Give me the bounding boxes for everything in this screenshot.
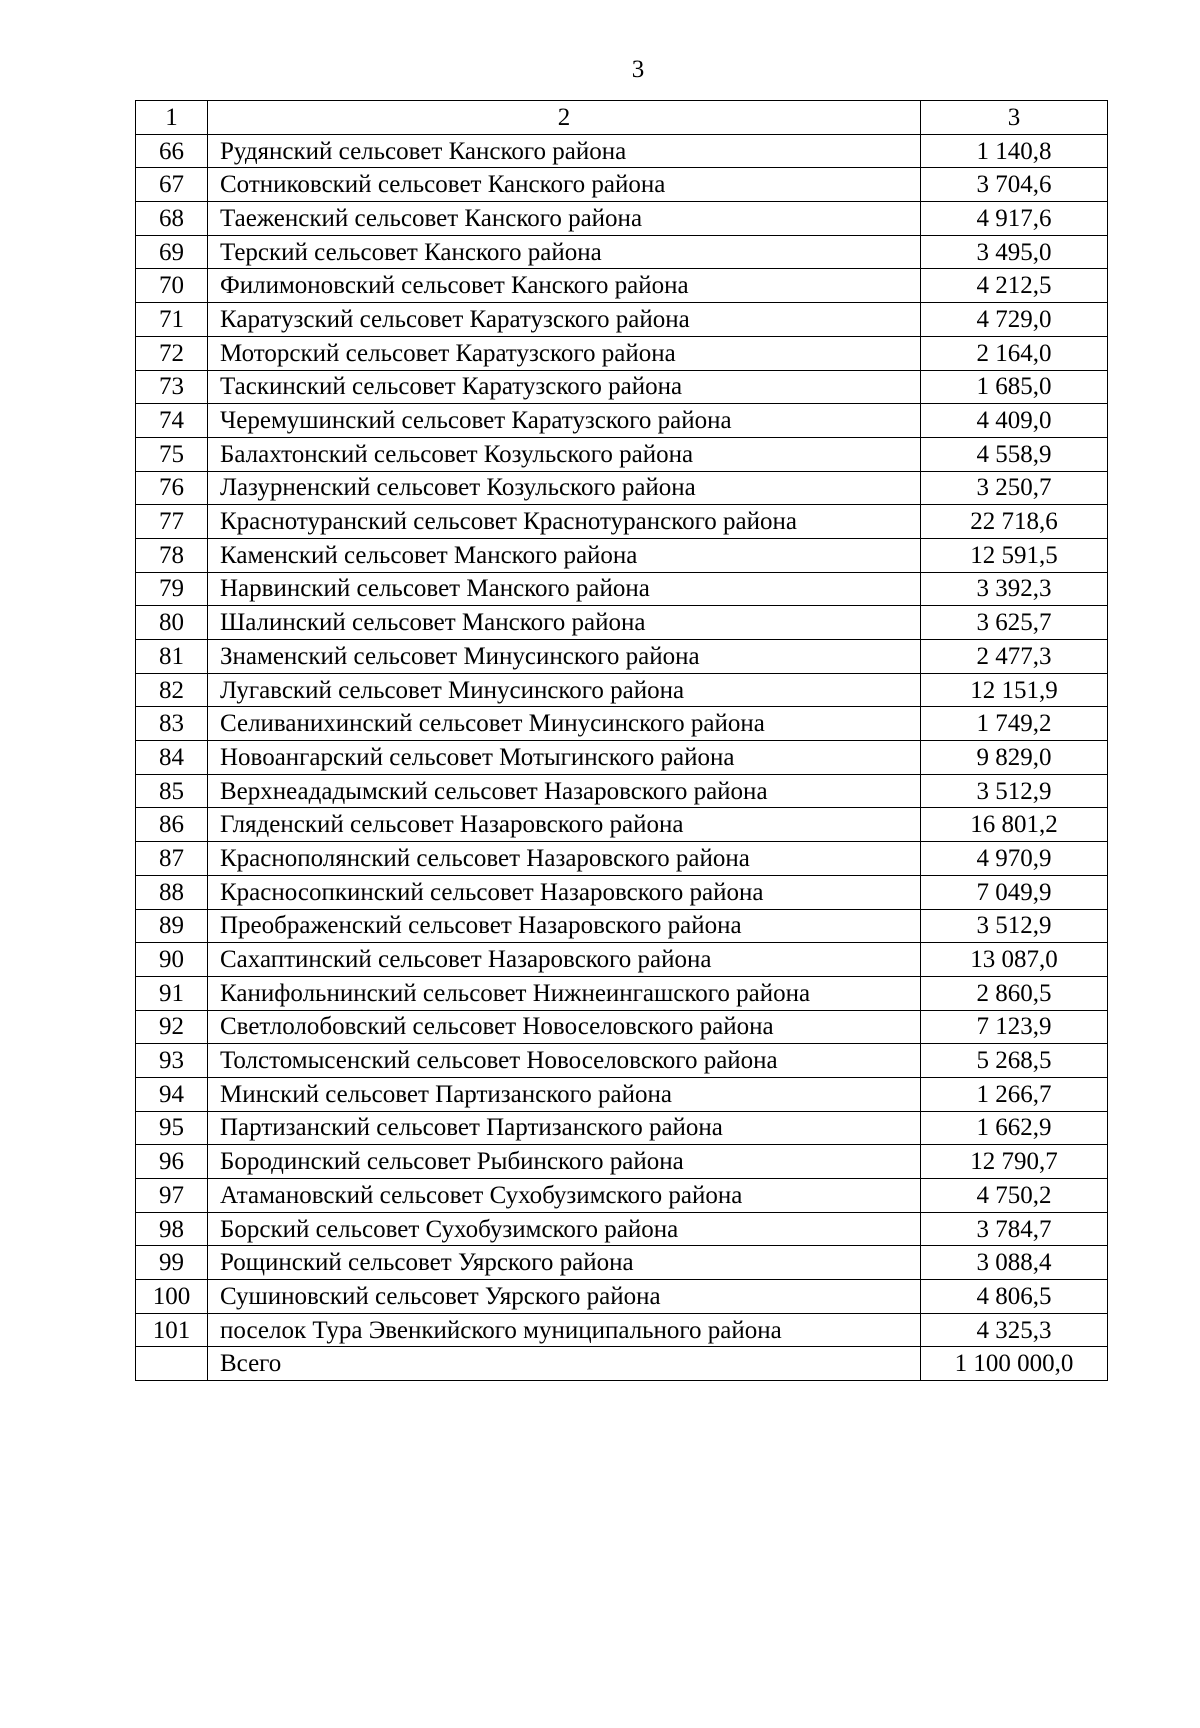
- row-value-cell: 4 409,0: [921, 404, 1108, 438]
- row-number-cell: 76: [136, 471, 208, 505]
- row-value-cell: 1 662,9: [921, 1111, 1108, 1145]
- row-name-cell: Лазурненский сельсовет Козульского района: [208, 471, 921, 505]
- row-number-cell: [136, 1347, 208, 1381]
- row-name-cell: Терский сельсовет Канского района: [208, 235, 921, 269]
- row-number-cell: 99: [136, 1246, 208, 1280]
- row-value-cell: 3 512,9: [921, 774, 1108, 808]
- row-number-cell: 66: [136, 134, 208, 168]
- row-name-cell: Светлолобовский сельсовет Новоселовского района: [208, 1010, 921, 1044]
- row-value-cell: 4 558,9: [921, 437, 1108, 471]
- row-name-cell: Краснотуранский сельсовет Краснотуранского района: [208, 505, 921, 539]
- row-number-cell: 78: [136, 538, 208, 572]
- table-row: [136, 1246, 1108, 1280]
- row-value-cell: 1 100 000,0: [921, 1347, 1108, 1381]
- table-row: [136, 471, 1108, 505]
- row-value-cell: 4 729,0: [921, 303, 1108, 337]
- row-value-cell: 5 268,5: [921, 1044, 1108, 1078]
- row-value-cell: 4 325,3: [921, 1313, 1108, 1347]
- row-name-cell: Красносопкинский сельсовет Назаровского района: [208, 875, 921, 909]
- row-value-cell: 7 123,9: [921, 1010, 1108, 1044]
- column-header-2: 2: [208, 101, 921, 135]
- table-row: [136, 842, 1108, 876]
- row-name-cell: поселок Тура Эвенкийского муниципального района: [208, 1313, 921, 1347]
- table-row: [136, 1145, 1108, 1179]
- column-header-1: 1: [136, 101, 208, 135]
- table-row: [136, 875, 1108, 909]
- row-name-cell: Толстомысенский сельсовет Новоселовского района: [208, 1044, 921, 1078]
- table-row: [136, 1179, 1108, 1213]
- row-name-cell: Шалинский сельсовет Манского района: [208, 606, 921, 640]
- row-value-cell: 3 784,7: [921, 1212, 1108, 1246]
- row-value-cell: 2 477,3: [921, 640, 1108, 674]
- row-number-cell: 77: [136, 505, 208, 539]
- row-value-cell: 9 829,0: [921, 741, 1108, 775]
- row-number-cell: 91: [136, 976, 208, 1010]
- row-number-cell: 88: [136, 875, 208, 909]
- row-number-cell: 67: [136, 168, 208, 202]
- row-number-cell: 72: [136, 336, 208, 370]
- table-row: [136, 1313, 1108, 1347]
- row-value-cell: 3 512,9: [921, 909, 1108, 943]
- table-row: [136, 909, 1108, 943]
- row-number-cell: 85: [136, 774, 208, 808]
- table-row: [136, 235, 1108, 269]
- row-name-cell: Каменский сельсовет Манского района: [208, 538, 921, 572]
- row-value-cell: 1 140,8: [921, 134, 1108, 168]
- row-name-cell: Таеженский сельсовет Канского района: [208, 202, 921, 236]
- row-name-cell: Каратузский сельсовет Каратузского района: [208, 303, 921, 337]
- row-value-cell: 22 718,6: [921, 505, 1108, 539]
- row-number-cell: 81: [136, 640, 208, 674]
- row-number-cell: 92: [136, 1010, 208, 1044]
- row-number-cell: 80: [136, 606, 208, 640]
- table-row: [136, 303, 1108, 337]
- table-row: [136, 1044, 1108, 1078]
- row-number-cell: 96: [136, 1145, 208, 1179]
- table-row: [136, 1111, 1108, 1145]
- row-value-cell: 1 266,7: [921, 1077, 1108, 1111]
- row-number-cell: 69: [136, 235, 208, 269]
- table-row: [136, 943, 1108, 977]
- table-row: [136, 1280, 1108, 1314]
- row-value-cell: 2 860,5: [921, 976, 1108, 1010]
- row-name-cell: Минский сельсовет Партизанского района: [208, 1077, 921, 1111]
- table-row: [136, 572, 1108, 606]
- row-name-cell: Черемушинский сельсовет Каратузского района: [208, 404, 921, 438]
- row-number-cell: 95: [136, 1111, 208, 1145]
- row-value-cell: 13 087,0: [921, 943, 1108, 977]
- table-row: [136, 774, 1108, 808]
- row-number-cell: 75: [136, 437, 208, 471]
- column-number-row: [136, 101, 1108, 135]
- row-name-cell: Канифольнинский сельсовет Нижнеингашского района: [208, 976, 921, 1010]
- table-row: [136, 1212, 1108, 1246]
- row-value-cell: 4 212,5: [921, 269, 1108, 303]
- row-number-cell: 83: [136, 707, 208, 741]
- row-name-cell: Рощинский сельсовет Уярского района: [208, 1246, 921, 1280]
- row-name-cell: Балахтонский сельсовет Козульского района: [208, 437, 921, 471]
- row-value-cell: 16 801,2: [921, 808, 1108, 842]
- row-name-cell: Атамановский сельсовет Сухобузимского района: [208, 1179, 921, 1213]
- row-number-cell: 73: [136, 370, 208, 404]
- row-value-cell: 3 625,7: [921, 606, 1108, 640]
- table-row: [136, 404, 1108, 438]
- row-value-cell: 12 151,9: [921, 673, 1108, 707]
- row-name-cell: Бородинский сельсовет Рыбинского района: [208, 1145, 921, 1179]
- row-value-cell: 3 392,3: [921, 572, 1108, 606]
- row-number-cell: 101: [136, 1313, 208, 1347]
- row-value-cell: 12 591,5: [921, 538, 1108, 572]
- row-name-cell: Таскинский сельсовет Каратузского района: [208, 370, 921, 404]
- table-row: [136, 1010, 1108, 1044]
- table-row: [136, 269, 1108, 303]
- row-name-cell: Новоангарский сельсовет Мотыгинского района: [208, 741, 921, 775]
- row-number-cell: 90: [136, 943, 208, 977]
- table-row: [136, 808, 1108, 842]
- row-name-cell: Гляденский сельсовет Назаровского района: [208, 808, 921, 842]
- table-row: [136, 168, 1108, 202]
- column-header-3: 3: [921, 101, 1108, 135]
- row-name-cell: Моторский сельсовет Каратузского района: [208, 336, 921, 370]
- row-number-cell: 87: [136, 842, 208, 876]
- row-name-cell: Рудянский сельсовет Канского района: [208, 134, 921, 168]
- row-number-cell: 79: [136, 572, 208, 606]
- row-value-cell: 3 250,7: [921, 471, 1108, 505]
- table-row: [136, 202, 1108, 236]
- row-name-cell: Краснополянский сельсовет Назаровского района: [208, 842, 921, 876]
- row-number-cell: 89: [136, 909, 208, 943]
- row-number-cell: 70: [136, 269, 208, 303]
- table-row: [136, 976, 1108, 1010]
- table-row: [136, 538, 1108, 572]
- table-row: [136, 640, 1108, 674]
- total-row: [136, 1347, 1108, 1381]
- row-value-cell: 7 049,9: [921, 875, 1108, 909]
- row-name-cell: Сотниковский сельсовет Канского района: [208, 168, 921, 202]
- table-row: [136, 707, 1108, 741]
- row-name-cell: Преображенский сельсовет Назаровского района: [208, 909, 921, 943]
- row-name-cell: Сушиновский сельсовет Уярского района: [208, 1280, 921, 1314]
- row-number-cell: 100: [136, 1280, 208, 1314]
- table-row: [136, 336, 1108, 370]
- row-value-cell: 1 685,0: [921, 370, 1108, 404]
- row-value-cell: 4 750,2: [921, 1179, 1108, 1213]
- table-row: [136, 437, 1108, 471]
- row-number-cell: 86: [136, 808, 208, 842]
- row-number-cell: 74: [136, 404, 208, 438]
- row-name-cell: Всего: [208, 1347, 921, 1381]
- row-name-cell: Верхнеададымский сельсовет Назаровского района: [208, 774, 921, 808]
- table-row: [136, 741, 1108, 775]
- row-name-cell: Филимоновский сельсовет Канского района: [208, 269, 921, 303]
- row-name-cell: Лугавский сельсовет Минусинского района: [208, 673, 921, 707]
- table-row: [136, 673, 1108, 707]
- allocation-table: [135, 100, 1108, 1381]
- row-value-cell: 1 749,2: [921, 707, 1108, 741]
- row-name-cell: Селиванихинский сельсовет Минусинского района: [208, 707, 921, 741]
- row-name-cell: Нарвинский сельсовет Манского района: [208, 572, 921, 606]
- row-name-cell: Борский сельсовет Сухобузимского района: [208, 1212, 921, 1246]
- row-value-cell: 3 495,0: [921, 235, 1108, 269]
- table-row: [136, 134, 1108, 168]
- row-number-cell: 94: [136, 1077, 208, 1111]
- row-number-cell: 84: [136, 741, 208, 775]
- row-name-cell: Партизанский сельсовет Партизанского района: [208, 1111, 921, 1145]
- row-number-cell: 71: [136, 303, 208, 337]
- row-number-cell: 98: [136, 1212, 208, 1246]
- row-value-cell: 4 970,9: [921, 842, 1108, 876]
- row-number-cell: 93: [136, 1044, 208, 1078]
- row-value-cell: 3 088,4: [921, 1246, 1108, 1280]
- row-value-cell: 4 806,5: [921, 1280, 1108, 1314]
- row-value-cell: 3 704,6: [921, 168, 1108, 202]
- row-value-cell: 12 790,7: [921, 1145, 1108, 1179]
- row-value-cell: 4 917,6: [921, 202, 1108, 236]
- row-name-cell: Сахаптинский сельсовет Назаровского района: [208, 943, 921, 977]
- table-row: [136, 505, 1108, 539]
- row-number-cell: 68: [136, 202, 208, 236]
- row-number-cell: 82: [136, 673, 208, 707]
- row-value-cell: 2 164,0: [921, 336, 1108, 370]
- table-row: [136, 370, 1108, 404]
- row-name-cell: Знаменский сельсовет Минусинского района: [208, 640, 921, 674]
- page-number: 3: [631, 56, 645, 83]
- row-number-cell: 97: [136, 1179, 208, 1213]
- table-row: [136, 1077, 1108, 1111]
- table-row: [136, 606, 1108, 640]
